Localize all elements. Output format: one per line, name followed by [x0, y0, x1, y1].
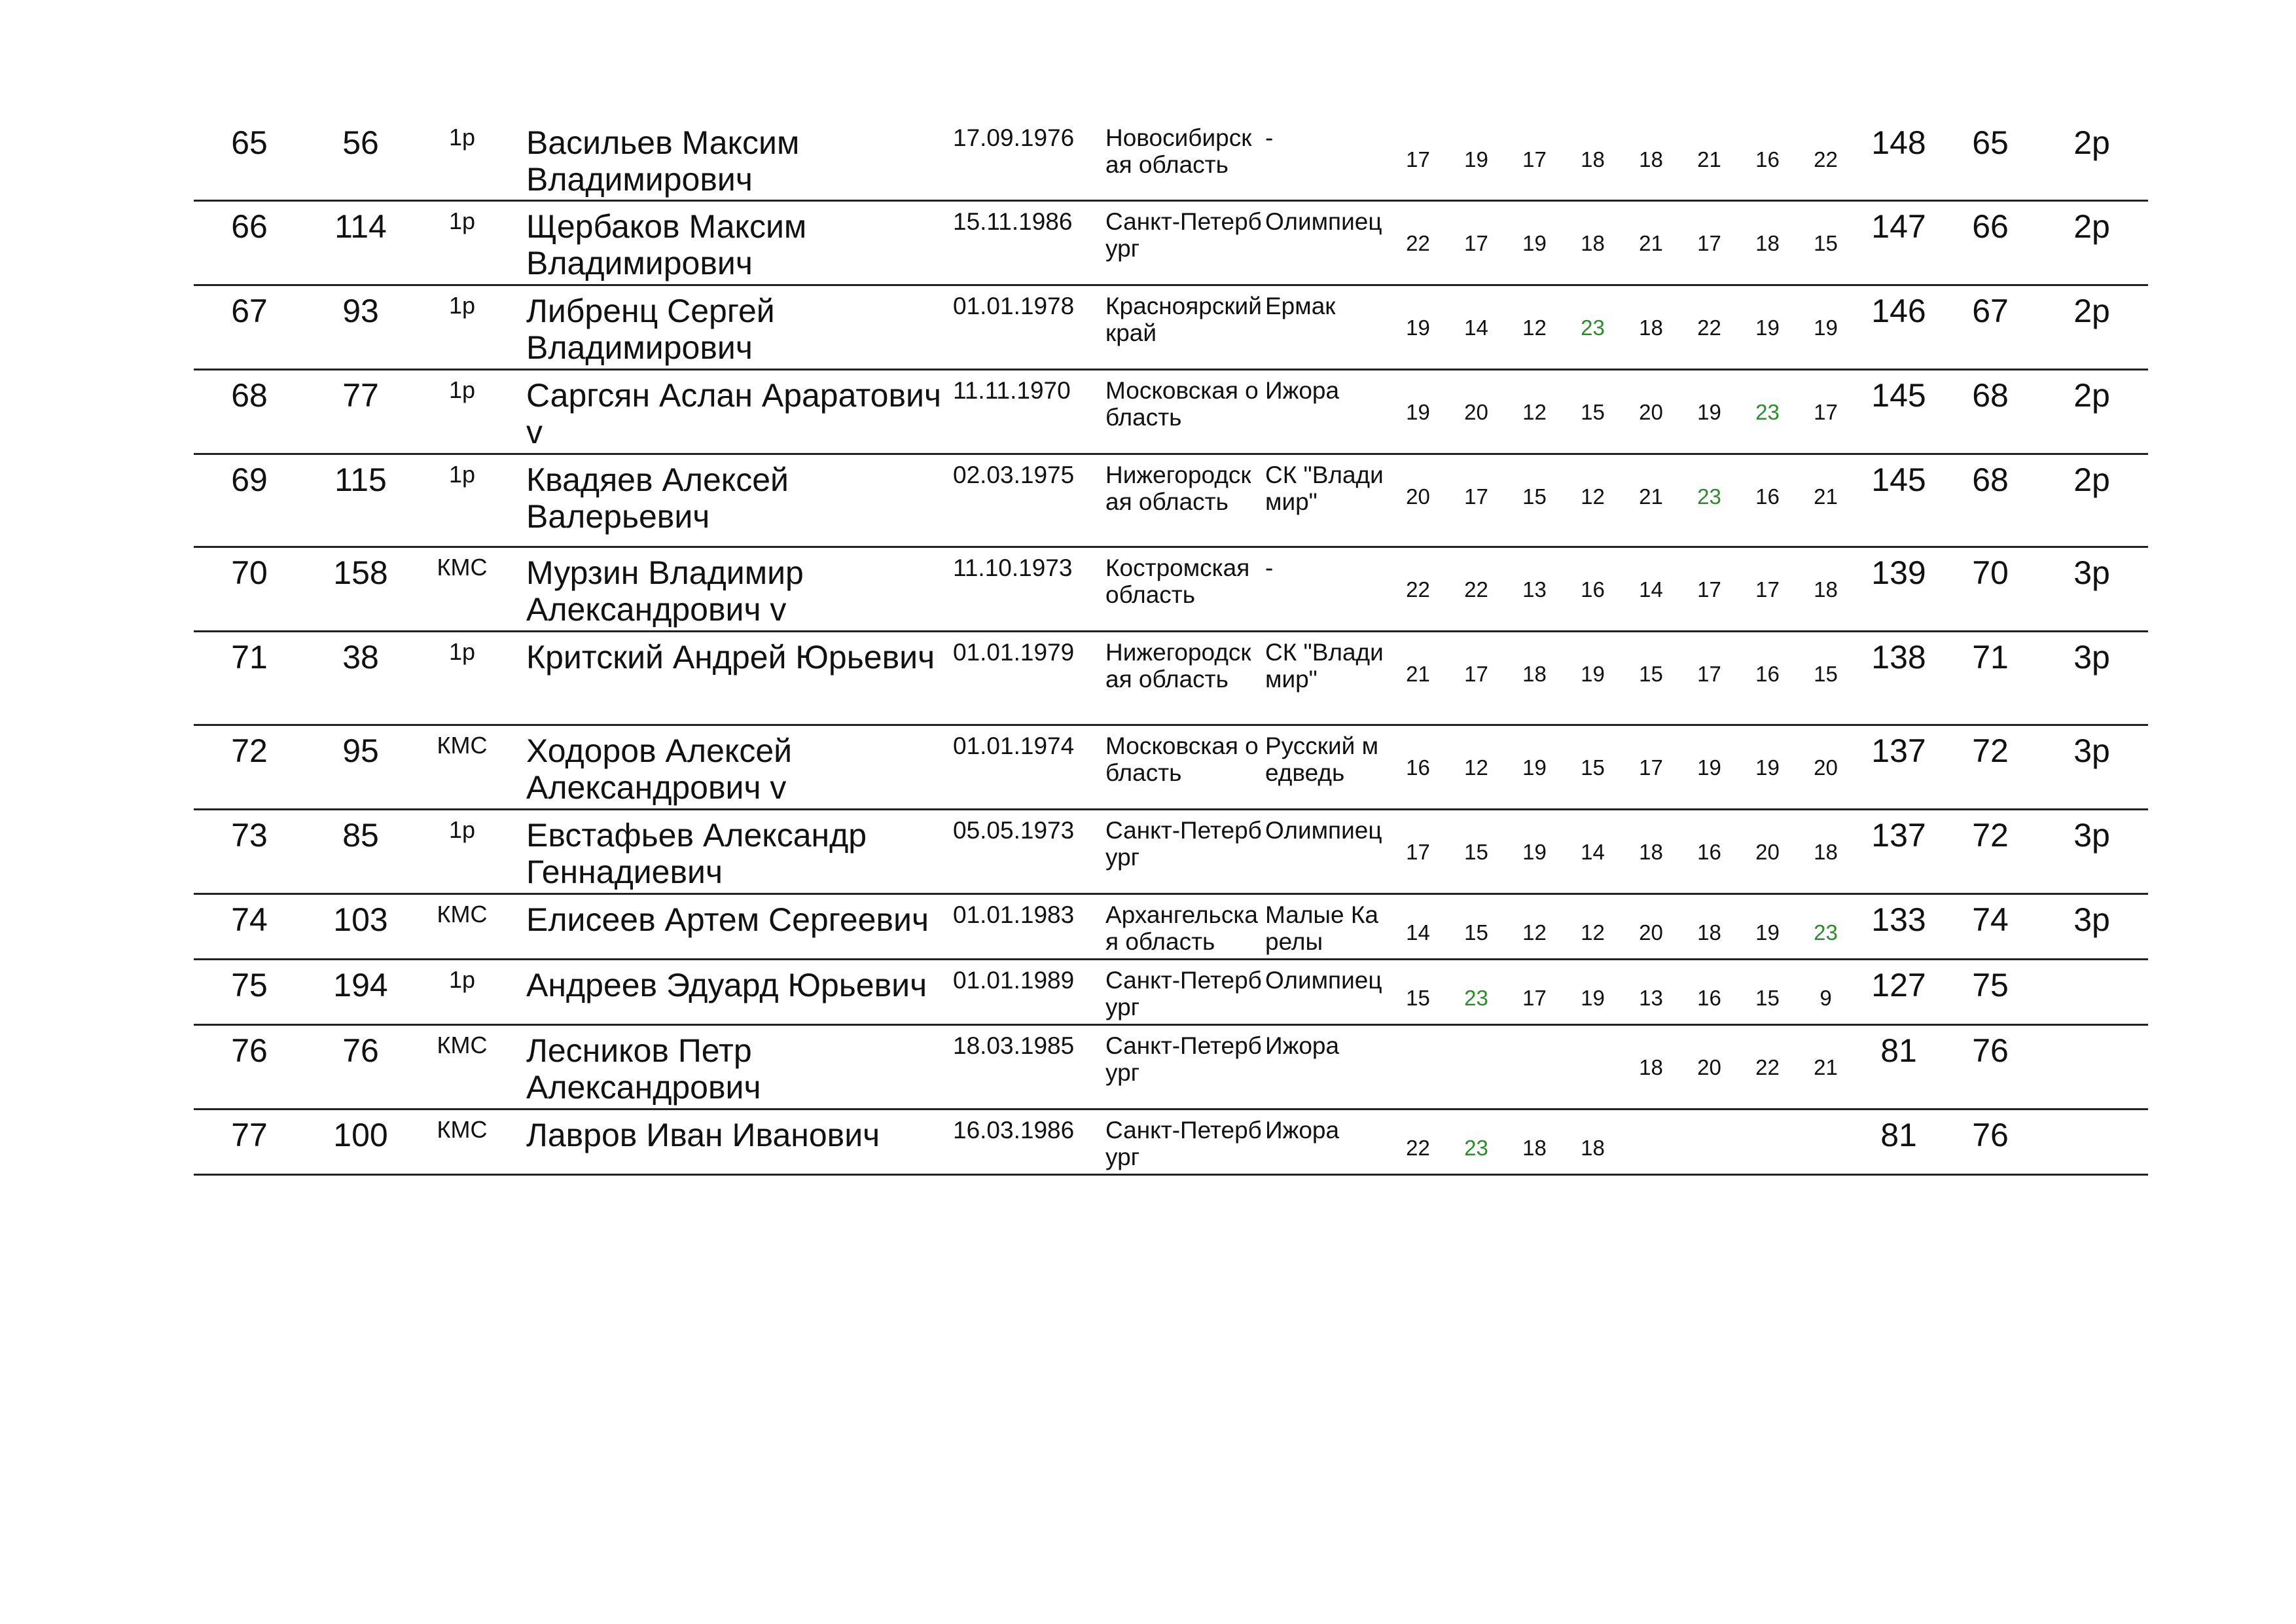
final-place-cell: 74 — [1972, 901, 2009, 938]
round-score: 16 — [1406, 755, 1430, 780]
round-score: 17 — [1697, 231, 1721, 255]
birth-date-cell: 01.01.1983 — [953, 901, 1075, 928]
birth-date-cell: 01.01.1978 — [953, 293, 1075, 319]
round-score: 19 — [1755, 316, 1780, 340]
round-score: 15 — [1581, 755, 1605, 780]
round-score: 21 — [1814, 484, 1838, 509]
rank-cell: 1р — [448, 208, 476, 234]
final-place-cell: 72 — [1972, 732, 2009, 769]
round-scores — [1389, 147, 1855, 173]
start-number-cell: 100 — [333, 1117, 388, 1153]
rank-cell: 1р — [448, 124, 476, 151]
round-score: 22 — [1697, 316, 1721, 340]
round-score: 19 — [1581, 986, 1605, 1010]
region-cell: Санкт-Петербург — [1105, 967, 1262, 1020]
athlete-name-cell: Саргсян Аслан Араратович v — [526, 377, 942, 450]
round-score: 17 — [1406, 840, 1430, 864]
athlete-name-cell: Мурзин Владимир Александрович v — [526, 554, 804, 628]
round-score: 16 — [1581, 577, 1605, 602]
table-row — [194, 726, 2148, 810]
round-score: 20 — [1639, 920, 1663, 945]
round-score: 15 — [1581, 400, 1605, 424]
athlete-name-cell: Либренц Сергей Владимирович — [526, 293, 775, 366]
round-score: 19 — [1697, 755, 1721, 780]
round-score: 15 — [1464, 840, 1488, 864]
round-score: 22 — [1464, 577, 1488, 602]
round-score: 22 — [1814, 147, 1838, 171]
athlete-name-cell: Критский Андрей Юрьевич — [526, 639, 935, 676]
round-score: 19 — [1406, 400, 1430, 424]
round-scores — [1389, 661, 1855, 687]
start-number-cell: 114 — [334, 208, 387, 245]
athlete-name-cell: Ходоров Алексей Александрович v — [526, 732, 793, 806]
start-number-cell: 95 — [342, 732, 379, 769]
total-score-cell: 145 — [1871, 377, 1926, 414]
place-cell: 68 — [231, 377, 268, 414]
rank-cell: 1р — [448, 461, 476, 488]
rank-cell: КМС — [437, 732, 488, 759]
birth-date-cell: 02.03.1975 — [953, 461, 1075, 488]
round-score: 17 — [1814, 400, 1838, 424]
final-place-cell: 70 — [1972, 554, 2009, 591]
round-score: 15 — [1464, 920, 1488, 945]
athlete-name-cell: Квадяев Алексей Валерьевич — [526, 461, 789, 535]
round-score — [1738, 1135, 1797, 1161]
region-cell: Московская область — [1105, 377, 1259, 431]
round-score: 20 — [1755, 840, 1780, 864]
rank-cell: КМС — [437, 1116, 488, 1143]
birth-date-cell: 11.10.1973 — [953, 554, 1073, 581]
round-score: 19 — [1814, 316, 1838, 340]
round-score: 18 — [1639, 840, 1663, 864]
round-score: 18 — [1639, 147, 1663, 171]
total-score-cell: 133 — [1871, 901, 1926, 938]
athlete-name-cell: Васильев Максим Владимирович — [526, 124, 800, 198]
round-score: 14 — [1406, 920, 1430, 945]
round-score: 18 — [1522, 1136, 1547, 1160]
rank-cell: КМС — [437, 1032, 488, 1058]
round-score: 18 — [1581, 147, 1605, 171]
round-score: 22 — [1406, 577, 1430, 602]
club-cell: Ермак — [1265, 293, 1336, 319]
round-score: 18 — [1581, 231, 1605, 255]
final-place-cell: 76 — [1972, 1117, 2009, 1153]
region-cell: Московская область — [1105, 732, 1259, 786]
round-score: 18 — [1639, 1055, 1663, 1079]
round-score: 20 — [1406, 484, 1430, 509]
start-number-cell: 115 — [334, 461, 387, 498]
table-row — [194, 1026, 2148, 1110]
final-place-cell: 66 — [1972, 208, 2009, 245]
club-cell: СК "Владимир" — [1265, 461, 1384, 515]
region-cell: Санкт-Петербург — [1105, 1117, 1262, 1170]
rank-cell: 1р — [448, 966, 476, 993]
round-score: 18 — [1814, 577, 1838, 602]
place-cell: 70 — [231, 554, 268, 591]
round-scores — [1389, 1055, 1855, 1081]
round-score: 19 — [1697, 400, 1721, 424]
region-cell: Новосибирская область — [1105, 124, 1252, 178]
place-cell: 75 — [231, 967, 268, 1003]
round-score: 21 — [1697, 147, 1721, 171]
total-score-cell: 146 — [1871, 293, 1926, 329]
region-cell: Санкт-Петербург — [1105, 1032, 1262, 1086]
rank-cell: 1р — [448, 376, 476, 403]
round-score: 15 — [1814, 662, 1838, 686]
round-score: 15 — [1406, 986, 1430, 1010]
rank-cell: 1р — [448, 816, 476, 843]
athlete-name-cell: Щербаков Максим Владимирович — [526, 208, 807, 281]
birth-date-cell: 15.11.1986 — [953, 208, 1073, 235]
round-score — [1622, 1135, 1680, 1161]
place-cell: 67 — [231, 293, 268, 329]
round-score: 14 — [1581, 840, 1605, 864]
rank-cell: КМС — [437, 901, 488, 928]
round-score: 17 — [1406, 147, 1430, 171]
birth-date-cell: 18.03.1985 — [953, 1032, 1075, 1059]
total-score-cell: 145 — [1871, 461, 1926, 498]
start-number-cell: 93 — [342, 293, 379, 329]
table-row — [194, 960, 2148, 1026]
round-score: 16 — [1755, 147, 1780, 171]
region-cell: Санкт-Петербург — [1105, 817, 1262, 871]
club-cell: Русский медведь — [1265, 732, 1379, 786]
club-cell: Малые Карелы — [1265, 901, 1378, 955]
round-score: 20 — [1464, 400, 1488, 424]
athlete-name-cell: Лесников Петр Александрович — [526, 1032, 761, 1106]
round-score: 17 — [1522, 147, 1547, 171]
club-cell: СК "Владимир" — [1265, 639, 1384, 693]
round-score: 15 — [1639, 662, 1663, 686]
round-score — [1564, 1055, 1622, 1081]
birth-date-cell: 01.01.1979 — [953, 639, 1075, 666]
place-cell: 66 — [231, 208, 268, 245]
final-place-cell: 68 — [1972, 377, 2009, 414]
round-score: 17 — [1464, 484, 1488, 509]
region-cell: Санкт-Петербург — [1105, 208, 1262, 262]
total-score-cell: 81 — [1880, 1032, 1917, 1069]
round-score: 22 — [1755, 1055, 1780, 1079]
round-score: 23 — [1755, 400, 1780, 424]
total-score-cell: 138 — [1871, 639, 1926, 676]
category-cell: 3р — [2073, 817, 2110, 854]
round-score: 18 — [1522, 662, 1547, 686]
club-cell: Олимпиец — [1265, 817, 1382, 844]
round-score: 23 — [1464, 986, 1488, 1010]
round-score: 18 — [1581, 1136, 1605, 1160]
final-place-cell: 72 — [1972, 817, 2009, 854]
round-score: 22 — [1406, 231, 1430, 255]
final-place-cell: 67 — [1972, 293, 2009, 329]
start-number-cell: 158 — [333, 554, 388, 591]
table-row — [194, 548, 2148, 632]
place-cell: 74 — [231, 901, 268, 938]
category-cell: 3р — [2073, 554, 2110, 591]
region-cell: Костромская область — [1105, 554, 1250, 608]
total-score-cell: 127 — [1871, 967, 1926, 1003]
round-score: 18 — [1697, 920, 1721, 945]
round-score: 19 — [1464, 147, 1488, 171]
round-score — [1505, 1055, 1564, 1081]
round-score: 18 — [1639, 316, 1663, 340]
total-score-cell: 137 — [1871, 732, 1926, 769]
round-score: 19 — [1522, 755, 1547, 780]
round-score — [1680, 1135, 1738, 1161]
round-score: 17 — [1697, 662, 1721, 686]
round-scores — [1389, 839, 1855, 865]
round-score: 14 — [1464, 316, 1488, 340]
table-row — [194, 810, 2148, 895]
round-score: 17 — [1464, 662, 1488, 686]
round-score: 13 — [1522, 577, 1547, 602]
birth-date-cell: 01.01.1989 — [953, 967, 1075, 994]
round-score: 12 — [1581, 920, 1605, 945]
place-cell: 65 — [231, 124, 268, 161]
birth-date-cell: 05.05.1973 — [953, 817, 1075, 844]
round-scores — [1389, 315, 1855, 341]
round-scores — [1389, 985, 1855, 1011]
category-cell: 2р — [2073, 461, 2110, 498]
round-score: 12 — [1522, 400, 1547, 424]
round-scores — [1389, 399, 1855, 425]
round-score: 20 — [1697, 1055, 1721, 1079]
round-score: 16 — [1755, 662, 1780, 686]
athlete-name-cell: Елисеев Артем Сергеевич — [526, 901, 929, 938]
round-scores — [1389, 230, 1855, 257]
birth-date-cell: 16.03.1986 — [953, 1117, 1075, 1144]
round-score: 9 — [1820, 986, 1832, 1010]
round-score: 22 — [1406, 1136, 1430, 1160]
round-score: 21 — [1639, 484, 1663, 509]
total-score-cell: 147 — [1871, 208, 1926, 245]
category-cell: 2р — [2073, 377, 2110, 414]
final-place-cell: 68 — [1972, 461, 2009, 498]
club-cell: - — [1265, 124, 1274, 151]
round-score: 14 — [1639, 577, 1663, 602]
round-score: 16 — [1697, 986, 1721, 1010]
round-score: 19 — [1755, 920, 1780, 945]
rank-cell: 1р — [448, 292, 476, 319]
place-cell: 72 — [231, 732, 268, 769]
round-scores — [1389, 484, 1855, 510]
table-row — [194, 118, 2148, 202]
total-score-cell: 148 — [1871, 124, 1926, 161]
category-cell: 3р — [2073, 732, 2110, 769]
round-score: 17 — [1522, 986, 1547, 1010]
place-cell: 76 — [231, 1032, 268, 1069]
round-score: 19 — [1522, 840, 1547, 864]
round-score: 21 — [1639, 231, 1663, 255]
round-score — [1389, 1055, 1447, 1081]
round-score: 21 — [1406, 662, 1430, 686]
start-number-cell: 56 — [342, 124, 379, 161]
round-score: 19 — [1406, 316, 1430, 340]
final-place-cell: 75 — [1972, 967, 2009, 1003]
region-cell: Нижегородская область — [1105, 461, 1251, 515]
table-row — [194, 1110, 2148, 1176]
athlete-name-cell: Андреев Эдуард Юрьевич — [526, 967, 927, 1003]
round-score — [1797, 1135, 1855, 1161]
round-score: 12 — [1464, 755, 1488, 780]
total-score-cell: 81 — [1880, 1117, 1917, 1153]
table-row — [194, 202, 2148, 286]
total-score-cell: 137 — [1871, 817, 1926, 854]
rank-cell: 1р — [448, 638, 476, 665]
round-score: 19 — [1522, 231, 1547, 255]
round-score: 16 — [1755, 484, 1780, 509]
start-number-cell: 77 — [342, 377, 379, 414]
round-score: 12 — [1522, 316, 1547, 340]
club-cell: Олимпиец — [1265, 208, 1382, 235]
place-cell: 69 — [231, 461, 268, 498]
round-score: 18 — [1814, 840, 1838, 864]
athlete-name-cell: Евстафьев Александр Геннадиевич — [526, 817, 867, 890]
table-row — [194, 632, 2148, 726]
round-score: 20 — [1814, 755, 1838, 780]
round-score: 15 — [1814, 231, 1838, 255]
round-score: 12 — [1522, 920, 1547, 945]
round-score: 13 — [1639, 986, 1663, 1010]
start-number-cell: 76 — [342, 1032, 379, 1069]
round-score: 18 — [1755, 231, 1780, 255]
start-number-cell: 103 — [333, 901, 388, 938]
region-cell: Архангельская область — [1105, 901, 1258, 955]
round-score: 23 — [1581, 316, 1605, 340]
birth-date-cell: 11.11.1970 — [953, 377, 1071, 404]
round-score: 15 — [1522, 484, 1547, 509]
round-score: 17 — [1464, 231, 1488, 255]
athlete-name-cell: Лавров Иван Иванович — [526, 1117, 880, 1153]
round-scores — [1389, 577, 1855, 603]
category-cell: 2р — [2073, 208, 2110, 245]
round-score: 16 — [1697, 840, 1721, 864]
round-score: 17 — [1697, 577, 1721, 602]
table-row — [194, 286, 2148, 370]
round-score: 20 — [1639, 400, 1663, 424]
club-cell: Ижора — [1265, 1117, 1340, 1144]
final-place-cell: 76 — [1972, 1032, 2009, 1069]
place-cell: 73 — [231, 817, 268, 854]
round-score: 17 — [1639, 755, 1663, 780]
category-cell: 3р — [2073, 639, 2110, 676]
club-cell: Олимпиец — [1265, 967, 1382, 994]
place-cell: 77 — [231, 1117, 268, 1153]
place-cell: 71 — [231, 639, 268, 676]
club-cell: Ижора — [1265, 1032, 1340, 1059]
final-place-cell: 65 — [1972, 124, 2009, 161]
region-cell: Красноярский край — [1105, 293, 1262, 346]
birth-date-cell: 17.09.1976 — [953, 124, 1075, 151]
round-score: 17 — [1755, 577, 1780, 602]
round-score: 12 — [1581, 484, 1605, 509]
start-number-cell: 85 — [342, 817, 379, 854]
club-cell: Ижора — [1265, 377, 1340, 404]
table-row — [194, 455, 2148, 548]
table-row — [194, 895, 2148, 960]
round-score: 19 — [1581, 662, 1605, 686]
round-score — [1447, 1055, 1505, 1081]
round-score: 23 — [1697, 484, 1721, 509]
results-table — [194, 118, 2148, 1176]
category-cell: 3р — [2073, 901, 2110, 938]
round-score: 15 — [1755, 986, 1780, 1010]
round-score: 23 — [1814, 920, 1838, 945]
table-row — [194, 370, 2148, 455]
round-scores — [1389, 1135, 1855, 1161]
round-scores — [1389, 920, 1855, 946]
club-cell: - — [1265, 554, 1274, 581]
total-score-cell: 139 — [1871, 554, 1926, 591]
category-cell: 2р — [2073, 293, 2110, 329]
round-score: 19 — [1755, 755, 1780, 780]
rank-cell: КМС — [437, 554, 488, 581]
category-cell: 2р — [2073, 124, 2110, 161]
round-scores — [1389, 755, 1855, 781]
start-number-cell: 194 — [333, 967, 388, 1003]
round-score: 21 — [1814, 1055, 1838, 1079]
start-number-cell: 38 — [342, 639, 379, 676]
round-score: 23 — [1464, 1136, 1488, 1160]
region-cell: Нижегородская область — [1105, 639, 1251, 693]
final-place-cell: 71 — [1972, 639, 2009, 676]
birth-date-cell: 01.01.1974 — [953, 732, 1075, 759]
